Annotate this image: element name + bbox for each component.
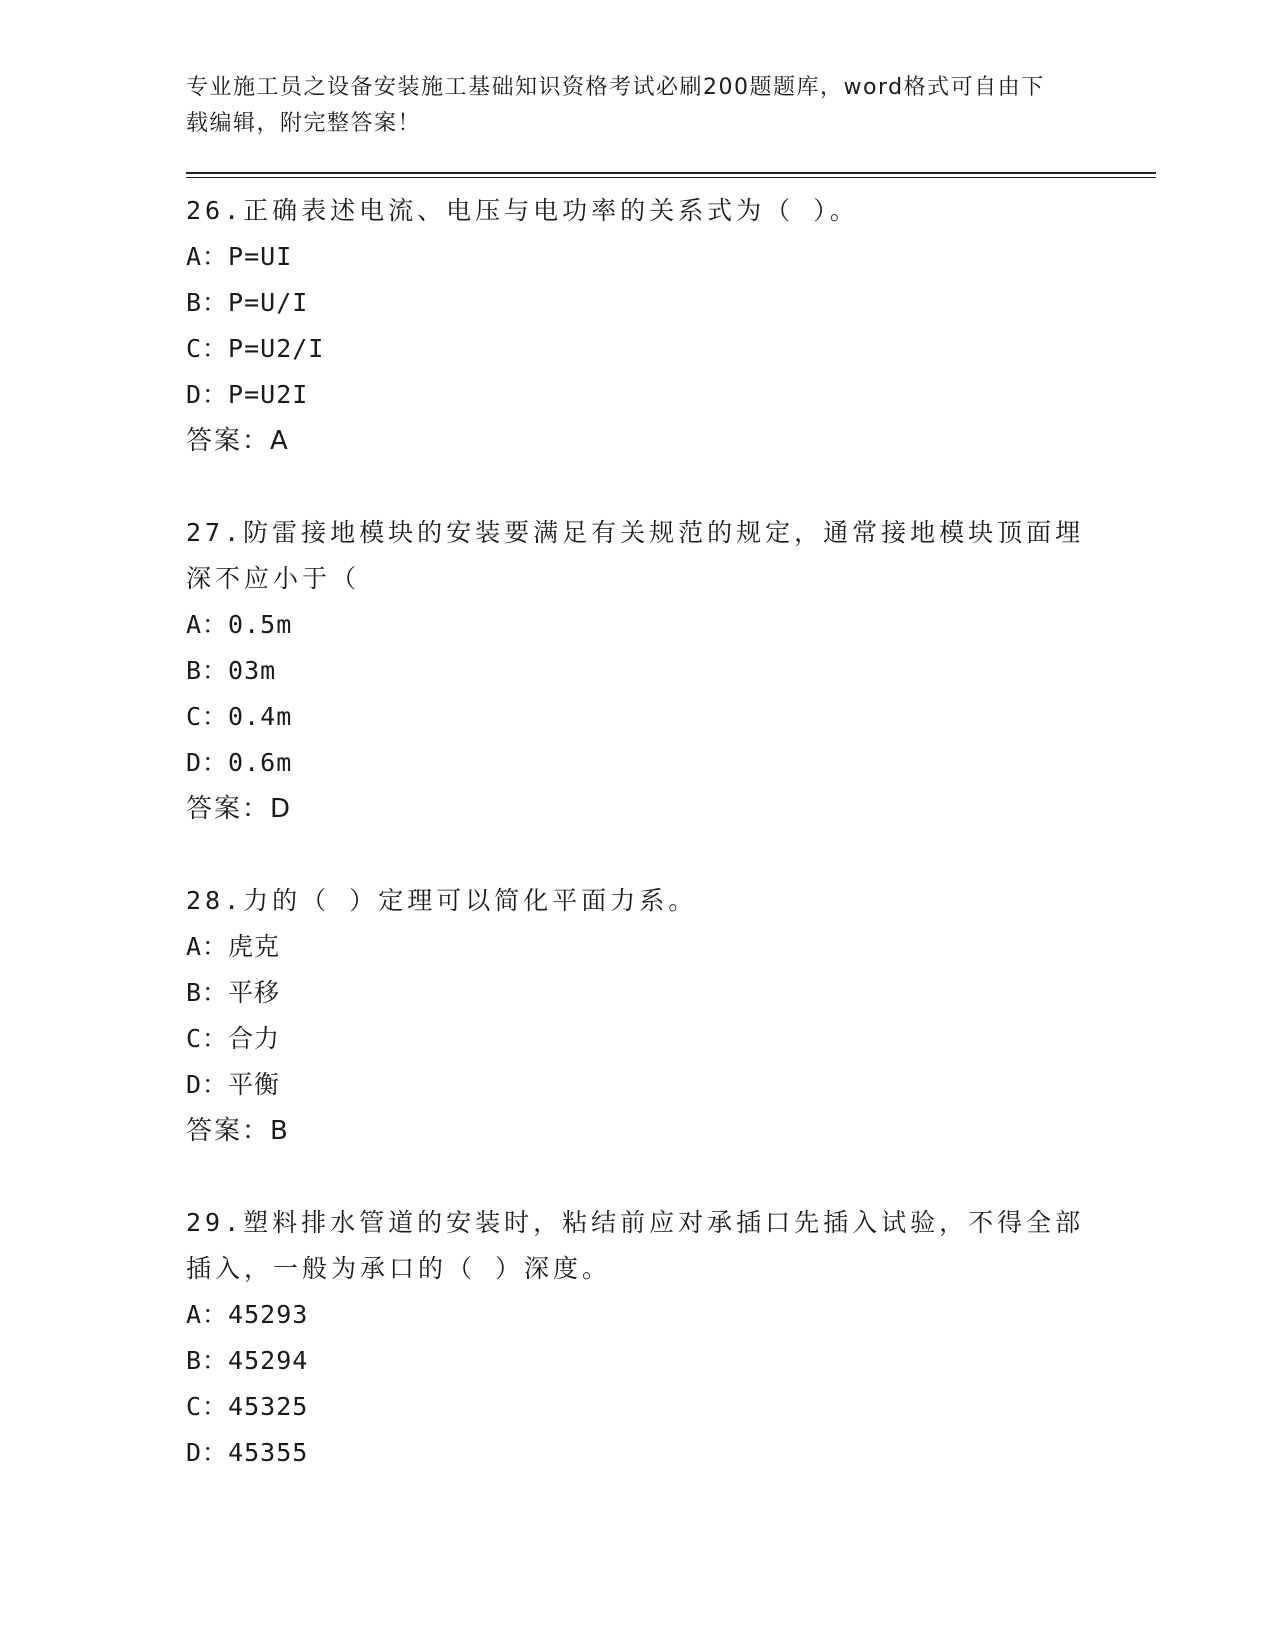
option-b: B：P=U/I bbox=[186, 288, 309, 317]
question-29 bbox=[186, 1200, 1156, 1476]
option-a: A：0.5m bbox=[186, 610, 293, 639]
option-a: A：虎克 bbox=[186, 932, 281, 961]
option-c: C：45325 bbox=[186, 1392, 309, 1421]
option-d: D：0.6m bbox=[186, 748, 293, 777]
option-b: B：45294 bbox=[186, 1346, 309, 1375]
answer: 答案：B bbox=[186, 1116, 290, 1146]
question-28 bbox=[186, 878, 1156, 1154]
question-27 bbox=[186, 510, 1156, 832]
question-stem: 27.防雷接地模块的安装要满足有关规范的规定，通常接地模块顶面埋深不应小于（ bbox=[186, 518, 1085, 593]
header-divider bbox=[186, 172, 1156, 178]
document-header: 专业施工员之设备安装施工基础知识资格考试必刷200题题库，word格式可自由下载编辑，附完整答案！ bbox=[186, 75, 1045, 136]
option-a: A：45293 bbox=[186, 1300, 309, 1329]
option-c: C：P=U2/I bbox=[186, 334, 325, 363]
option-d: D：P=U2I bbox=[186, 380, 309, 409]
option-b: B：03m bbox=[186, 656, 277, 685]
document-page bbox=[186, 70, 1156, 1522]
answer: 答案：A bbox=[186, 426, 290, 456]
question-26 bbox=[186, 188, 1156, 464]
option-b: B：平移 bbox=[186, 978, 281, 1007]
question-list bbox=[186, 188, 1156, 1476]
option-d: D：平衡 bbox=[186, 1070, 281, 1099]
option-d: D：45355 bbox=[186, 1438, 309, 1467]
option-c: C：0.4m bbox=[186, 702, 293, 731]
option-c: C：合力 bbox=[186, 1024, 281, 1053]
answer: 答案：D bbox=[186, 794, 293, 824]
option-a: A：P=UI bbox=[186, 242, 293, 271]
question-stem: 28.力的（ ）定理可以简化平面力系。 bbox=[186, 886, 698, 915]
question-stem: 29.塑料排水管道的安装时，粘结前应对承插口先插入试验，不得全部插入，一般为承口的（ ）深度。 bbox=[186, 1208, 1085, 1283]
question-stem: 26.正确表述电流、电压与电功率的关系式为（ ）。 bbox=[186, 196, 859, 225]
